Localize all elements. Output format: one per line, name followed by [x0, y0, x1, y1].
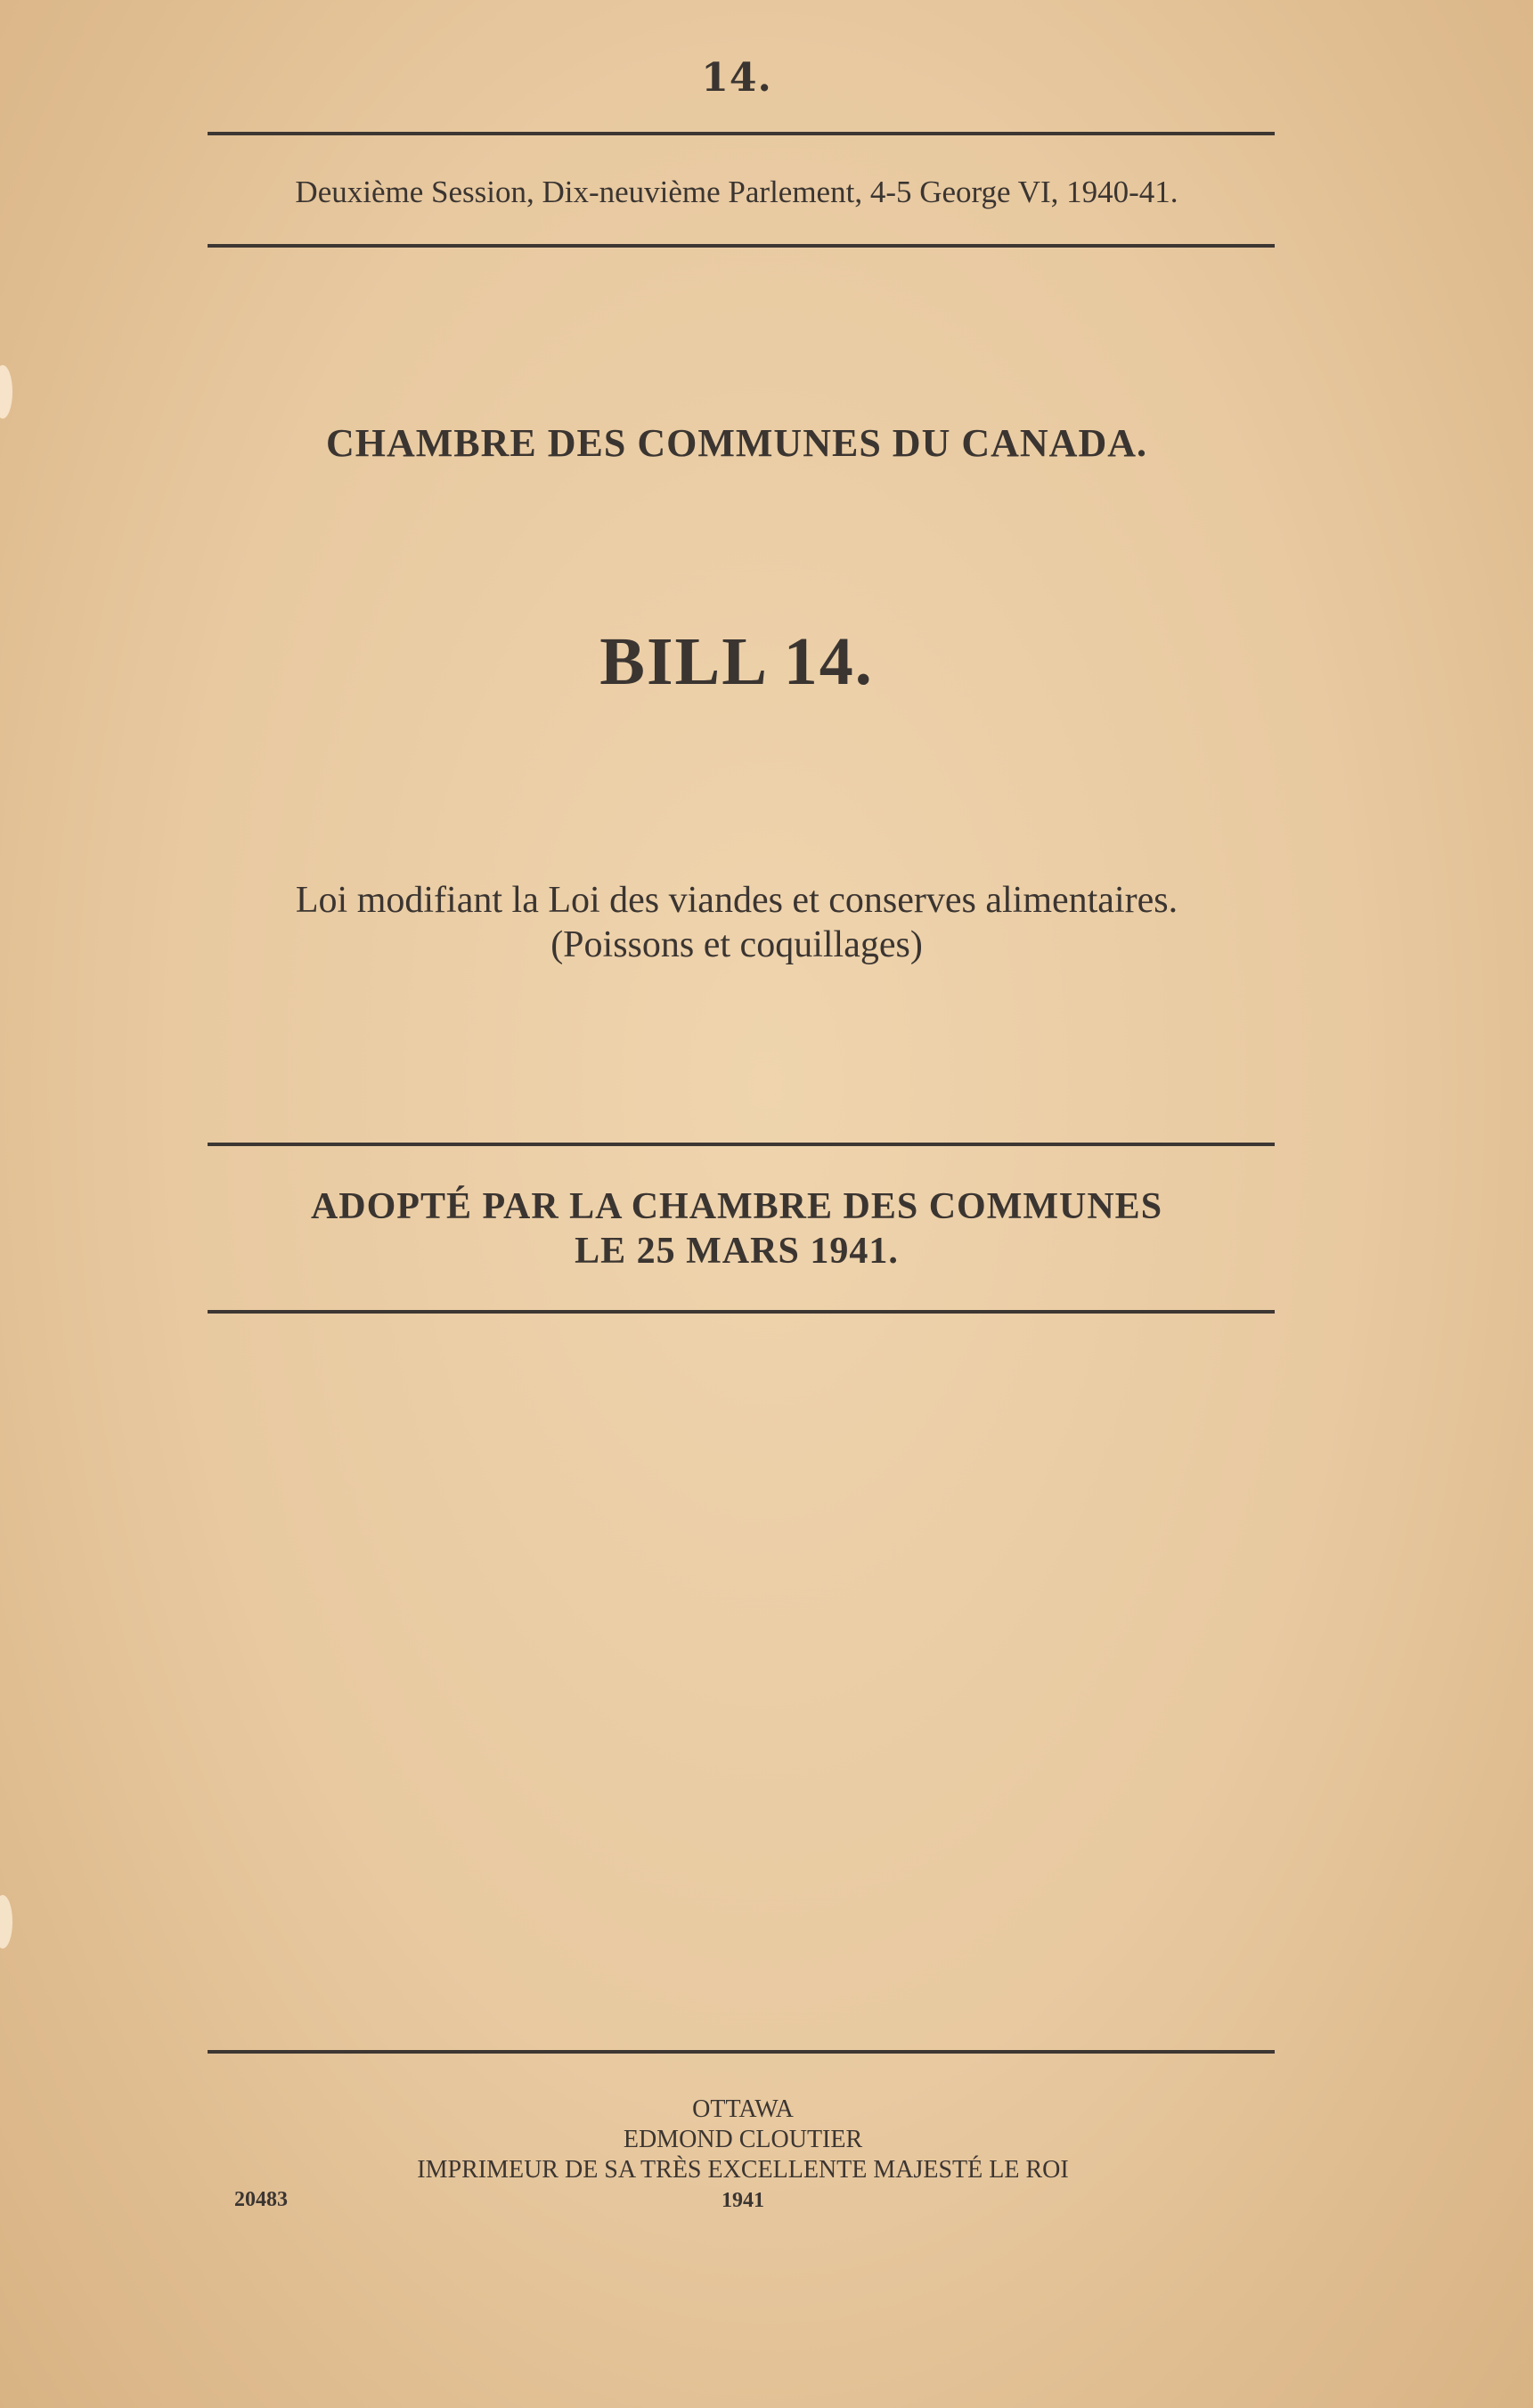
- punch-hole: [0, 365, 12, 419]
- page-number: 14.: [701, 55, 772, 101]
- passage-line-2: LE 25 MARS 1941.: [575, 1231, 899, 1272]
- header-rule-bottom: [208, 244, 1275, 248]
- imprint: [0, 2095, 1486, 2216]
- passage-rule-top: [208, 1143, 1275, 1146]
- punch-hole: [0, 1895, 12, 1948]
- header-rule-top: [208, 132, 1275, 135]
- imprint-rule: [208, 2050, 1275, 2054]
- house-heading: CHAMBRE DES COMMUNES DU CANADA.: [326, 421, 1147, 465]
- passage-rule-bottom: [208, 1310, 1275, 1314]
- bill-title: BILL 14.: [599, 624, 874, 699]
- act-title-line-2: (Poissons et coquillages): [550, 924, 923, 965]
- act-title-line-1: Loi modifiant la Loi des viandes et conserves alimentaires.: [295, 880, 1178, 921]
- print-code: 20483: [234, 2188, 288, 2211]
- act-title: [0, 878, 1473, 967]
- passage-line-1: ADOPTÉ PAR LA CHAMBRE DES COMMUNES: [310, 1186, 1163, 1227]
- session-line: Deuxième Session, Dix-neuvième Parlement, 4-5 George VI, 1940-41.: [295, 175, 1178, 209]
- imprint-year: 1941: [722, 2189, 764, 2212]
- imprint-printer-title: IMPRIMEUR DE SA TRÈS EXCELLENTE MAJESTÉ LE ROI: [417, 2156, 1069, 2184]
- passage-statement: [0, 1184, 1473, 1273]
- imprint-city: OTTAWA: [692, 2095, 794, 2123]
- imprint-printer: EDMOND CLOUTIER: [623, 2126, 863, 2153]
